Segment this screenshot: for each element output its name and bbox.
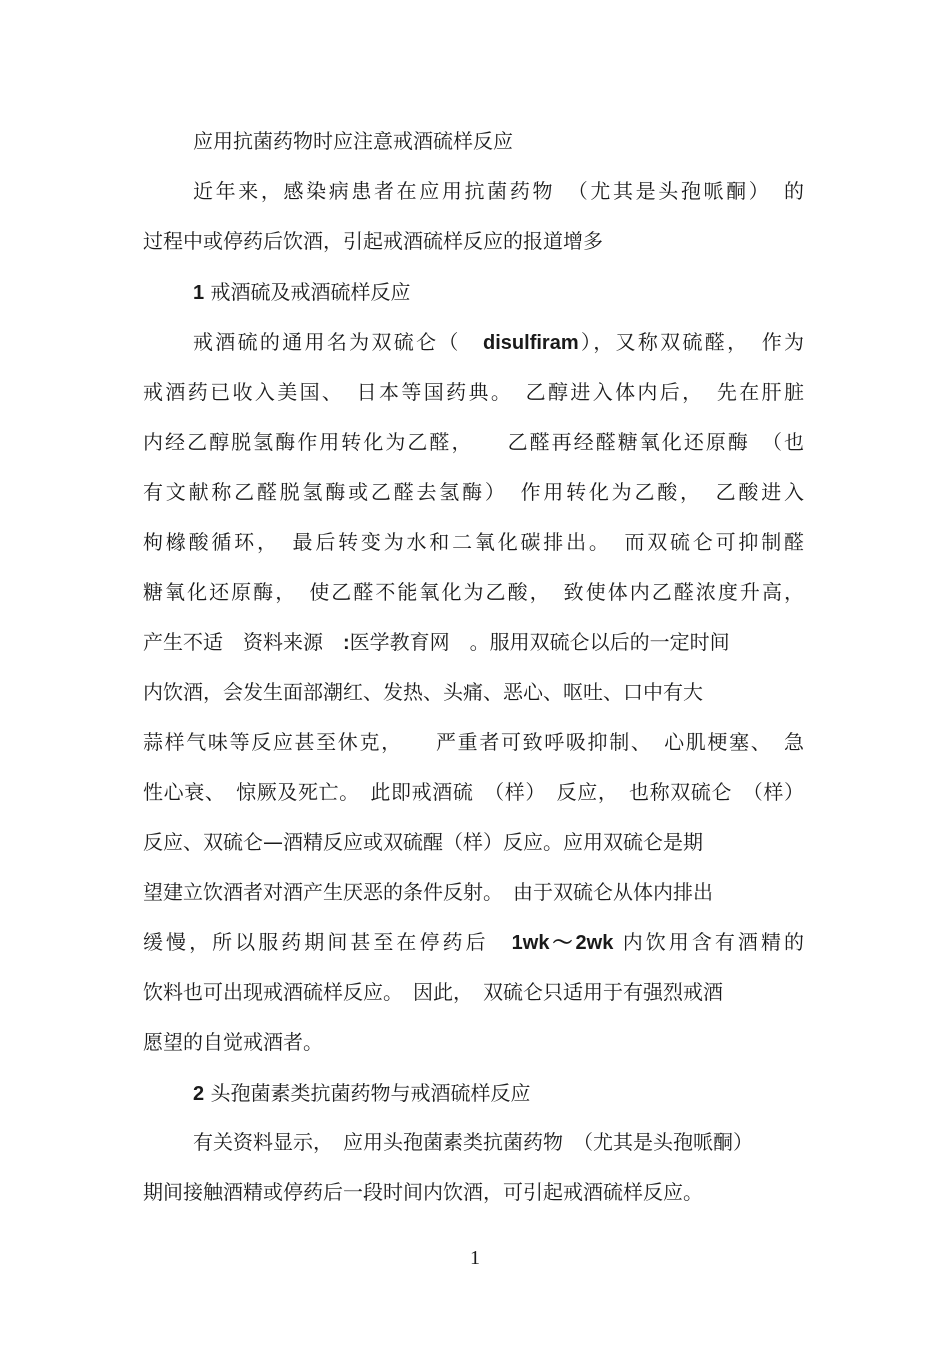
paragraph-line: 内饮酒，会发生面部潮红、发热、头痛、恶心、呕吐、口中有大 bbox=[143, 680, 703, 704]
paragraph-line: 饮料也可出现戒酒硫样反应。 因此， 双硫仑只适用于有强烈戒酒 bbox=[143, 980, 723, 1004]
page-number: 1 bbox=[470, 1247, 480, 1269]
paragraph-line: 糖氧化还原酶， 使乙醛不能氧化为乙酸， 致使体内乙醛浓度升高， bbox=[143, 580, 804, 604]
paragraph-line: 性心衰、 惊厥及死亡。 此即戒酒硫 （样） 反应， 也称双硫仑 （样） bbox=[143, 780, 804, 804]
paragraph-line: 内经乙醇脱氢酶作用转化为乙醛， 乙醛再经醛糖氧化还原酶 （也 bbox=[143, 430, 804, 454]
section-1-title: 戒酒硫及戒酒硫样反应 bbox=[210, 280, 411, 304]
bold-term: disulfiram bbox=[483, 332, 579, 354]
paragraph-line: 枸橼酸循环， 最后转变为水和二氧化碳排出。 而双硫仑可抑制醛 bbox=[143, 530, 804, 554]
paragraph-line bbox=[143, 627, 730, 657]
paragraph-line: 望建立饮酒者对酒产生厌恶的条件反射。 由于双硫仑从体内排出 bbox=[143, 880, 713, 904]
bold-term: : bbox=[343, 632, 350, 654]
paragraph-line: 戒酒药已收入美国、 日本等国药典。 乙醇进入体内后， 先在肝脏 bbox=[143, 380, 804, 404]
paragraph-line: 有关资料显示， 应用头孢菌素类抗菌药物 （尤其是头孢哌酮） bbox=[193, 1130, 753, 1154]
text-segment: 医学教育网 。服用双硫仑以后的一定时间 bbox=[349, 630, 730, 654]
section-2-number: 2 bbox=[193, 1083, 205, 1105]
text-segment: 缓慢，所以服药期间甚至在停药后 bbox=[143, 930, 512, 954]
paragraph-line: 愿望的自觉戒酒者。 bbox=[143, 1030, 323, 1054]
paragraph-line: 有文献称乙醛脱氢酶或乙醛去氢酶） 作用转化为乙酸， 乙酸进入 bbox=[143, 480, 804, 504]
section-2-heading bbox=[193, 1078, 530, 1108]
section-1-heading bbox=[193, 277, 410, 307]
text-segment: 戒酒硫的通用名为双硫仑（ bbox=[193, 330, 484, 354]
paragraph-line bbox=[193, 327, 804, 357]
document-title: 应用抗菌药物时应注意戒酒硫样反应 bbox=[193, 129, 513, 153]
paragraph-line: 反应、双硫仑—酒精反应或双硫醒（样）反应。应用双硫仑是期 bbox=[143, 830, 703, 854]
section-2-title: 头孢菌素类抗菌药物与戒酒硫样反应 bbox=[210, 1081, 531, 1105]
intro-line-2: 过程中或停药后饮酒，引起戒酒硫样反应的报道增多 bbox=[143, 229, 603, 253]
section-1-number: 1 bbox=[193, 282, 205, 304]
text-segment: 产生不适 资料来源 bbox=[143, 630, 343, 654]
text-segment: 内饮用含有酒精的 bbox=[613, 930, 805, 954]
bold-term: 1wk～2wk bbox=[511, 932, 614, 954]
intro-line-1: 近年来，感染病患者在应用抗菌药物 （尤其是头孢哌酮） 的 bbox=[193, 179, 804, 203]
paragraph-line: 期间接触酒精或停药后一段时间内饮酒，可引起戒酒硫样反应。 bbox=[143, 1180, 703, 1204]
text-segment: ），又称双硫醛， 作为 bbox=[578, 330, 805, 354]
paragraph-line: 蒜样气味等反应甚至休克， 严重者可致呼吸抑制、 心肌梗塞、 急 bbox=[143, 730, 804, 754]
paragraph-line bbox=[143, 927, 804, 957]
